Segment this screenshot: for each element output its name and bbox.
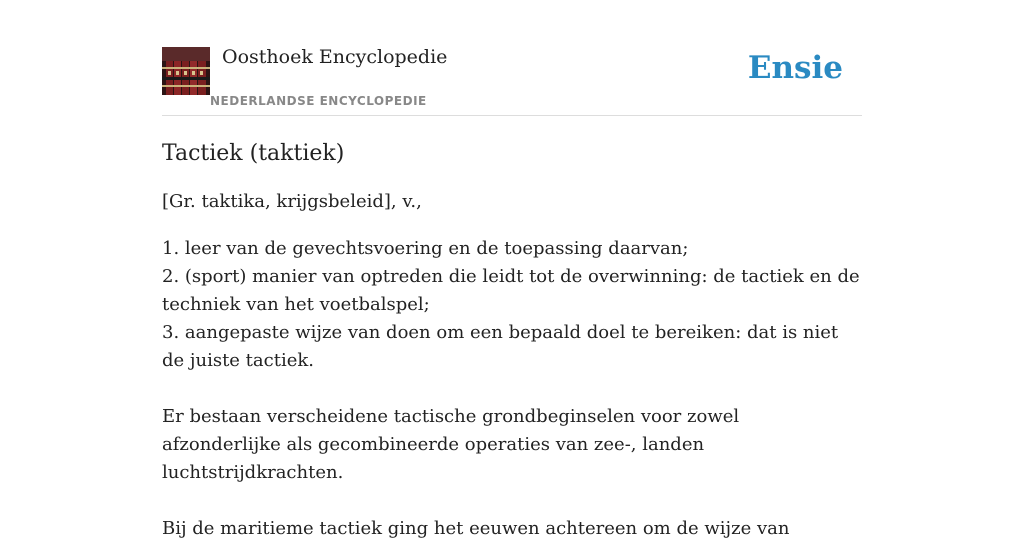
definition-item: 1. leer van de gevechtsvoering en de toepassing daarvan; <box>162 238 689 259</box>
definition-item: 2. (sport) manier van optreden die leidt tot de overwinning: de tactiek en de techniek van het voetbalspel; <box>162 266 860 315</box>
article-paragraph: Bij de maritieme tactiek ging het eeuwen achtereen om de wijze van <box>162 518 790 539</box>
site-header <box>162 40 862 116</box>
site-subtitle: NEDERLANDSE ENCYCLOPEDIE <box>210 94 427 108</box>
article-content <box>162 138 862 543</box>
definition-list <box>162 235 862 375</box>
article-paragraph: Er bestaan verscheidene tactische grondbeginselen voor zowel afzonderlijke als gecombineerde operaties van zee-, landen luchtstrijdkrachten. <box>162 406 740 483</box>
article-etymology: [Gr. taktika, krijgsbeleid], v., <box>162 191 422 212</box>
definition-item: 3. aangepaste wijze van doen om een bepaald doel te bereiken: dat is niet de juiste tactiek. <box>162 322 839 371</box>
site-title-link[interactable]: Oosthoek Encyclopedie <box>222 46 448 68</box>
article-title: Tactiek (taktiek) <box>162 141 345 166</box>
books-illustration <box>162 47 210 95</box>
brand-logo-link[interactable]: Ensie <box>747 50 843 86</box>
encyclopedia-books-icon[interactable] <box>162 47 210 95</box>
